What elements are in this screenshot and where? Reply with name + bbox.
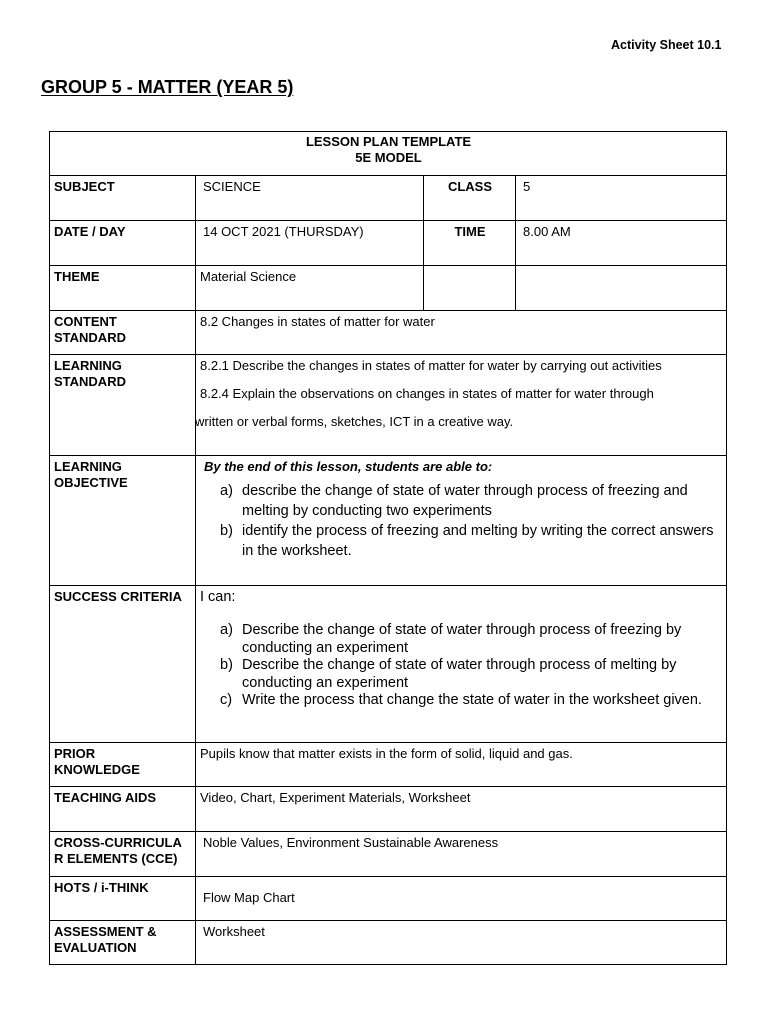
content-standard-row [50, 311, 727, 355]
time-value: 8.00 AM [516, 221, 727, 266]
learning-standard-line1: 8.2.1 Describe the changes in states of matter for water by carrying out activities [200, 358, 662, 373]
learning-standard-label [50, 355, 196, 456]
date-row [50, 221, 727, 266]
objective-list [200, 481, 723, 561]
learning-objective-row [50, 456, 727, 586]
hots-label: HOTS / i-THINK [50, 877, 196, 921]
cce-row [50, 832, 727, 877]
list-item-text: describe the change of state of water through process of freezing and melting by conducting two experiments [242, 483, 688, 519]
objective-label-line2: OBJECTIVE [54, 475, 128, 490]
prior-knowledge-label [50, 743, 196, 787]
cce-value: Noble Values, Environment Sustainable Awareness [196, 832, 727, 877]
hots-value: Flow Map Chart [196, 877, 727, 921]
list-marker: b) [220, 657, 233, 673]
activity-sheet-label: Activity Sheet 10.1 [611, 38, 722, 52]
assessment-label-line1: ASSESSMENT & [54, 924, 157, 939]
assessment-label-line2: EVALUATION [54, 940, 137, 955]
assessment-row [50, 921, 727, 965]
table-title-line2: 5E MODEL [355, 150, 422, 165]
time-label: TIME [424, 221, 516, 266]
list-item [220, 521, 723, 561]
learning-standard-line3: written or verbal forms, sketches, ICT in a creative way. [195, 414, 514, 429]
list-item-text: Describe the change of state of water through process of melting by conducting an experiment [242, 657, 677, 691]
content-standard-label [50, 311, 196, 355]
table-title [50, 132, 727, 176]
content-label-line1: CONTENT [54, 314, 117, 329]
teaching-aids-row [50, 787, 727, 832]
cce-label-line1: CROSS-CURRICULA [54, 835, 182, 850]
page-title: GROUP 5 - MATTER (YEAR 5) [41, 77, 294, 97]
success-criteria-label: SUCCESS CRITERIA [50, 586, 196, 743]
learning-objective-value [196, 456, 727, 586]
content-label-line2: STANDARD [54, 330, 126, 345]
prior-label-line2: KNOWLEDGE [54, 762, 140, 777]
objective-label-line1: LEARNING [54, 459, 122, 474]
content-standard-value: 8.2 Changes in states of matter for water [196, 311, 727, 355]
success-lead: I can: [200, 589, 236, 605]
table-title-row [50, 132, 727, 176]
list-marker: b) [220, 523, 233, 539]
class-label: CLASS [424, 176, 516, 221]
subject-value: SCIENCE [196, 176, 424, 221]
learning-standard-label-line2: STANDARD [54, 374, 126, 389]
teaching-aids-value: Video, Chart, Experiment Materials, Worksheet [196, 787, 727, 832]
learning-standard-row [50, 355, 727, 456]
lesson-plan-table [49, 131, 727, 965]
list-item-text: identify the process of freezing and melting by writing the correct answers in the worksheet. [242, 523, 714, 559]
cce-label [50, 832, 196, 877]
subject-label: SUBJECT [50, 176, 196, 221]
list-item [220, 481, 723, 521]
theme-row [50, 266, 727, 311]
list-item-text: Describe the change of state of water through process of freezing by conducting an experiment [242, 622, 682, 656]
theme-label: THEME [50, 266, 196, 311]
list-item [220, 692, 723, 710]
objective-lead: By the end of this lesson, students are able to: [204, 459, 493, 474]
success-list [200, 622, 723, 710]
prior-knowledge-value: Pupils know that matter exists in the form of solid, liquid and gas. [196, 743, 727, 787]
learning-standard-value [196, 355, 727, 456]
prior-knowledge-row [50, 743, 727, 787]
theme-value: Material Science [196, 266, 424, 311]
learning-objective-label [50, 456, 196, 586]
hots-row [50, 877, 727, 921]
success-criteria-row [50, 586, 727, 743]
assessment-value: Worksheet [196, 921, 727, 965]
theme-empty-cell-1 [424, 266, 516, 311]
success-criteria-value [196, 586, 727, 743]
teaching-aids-label: TEACHING AIDS [50, 787, 196, 832]
learning-standard-line2: 8.2.4 Explain the observations on changes in states of matter for water through [200, 386, 654, 401]
table-title-line1: LESSON PLAN TEMPLATE [305, 134, 472, 149]
list-marker: a) [220, 622, 233, 638]
cce-label-line2: R ELEMENTS (CCE) [54, 851, 178, 866]
date-value: 14 OCT 2021 (THURSDAY) [196, 221, 424, 266]
list-item-text: Write the process that change the state of water in the worksheet given. [242, 692, 702, 708]
list-marker: a) [220, 483, 233, 499]
list-marker: c) [220, 692, 233, 708]
assessment-label [50, 921, 196, 965]
date-label: DATE / DAY [50, 221, 196, 266]
subject-row [50, 176, 727, 221]
theme-empty-cell-2 [516, 266, 727, 311]
prior-label-line1: PRIOR [54, 746, 96, 761]
list-item [220, 622, 723, 657]
class-value: 5 [516, 176, 727, 221]
learning-standard-label-line1: LEARNING [54, 358, 122, 373]
list-item [220, 657, 723, 692]
